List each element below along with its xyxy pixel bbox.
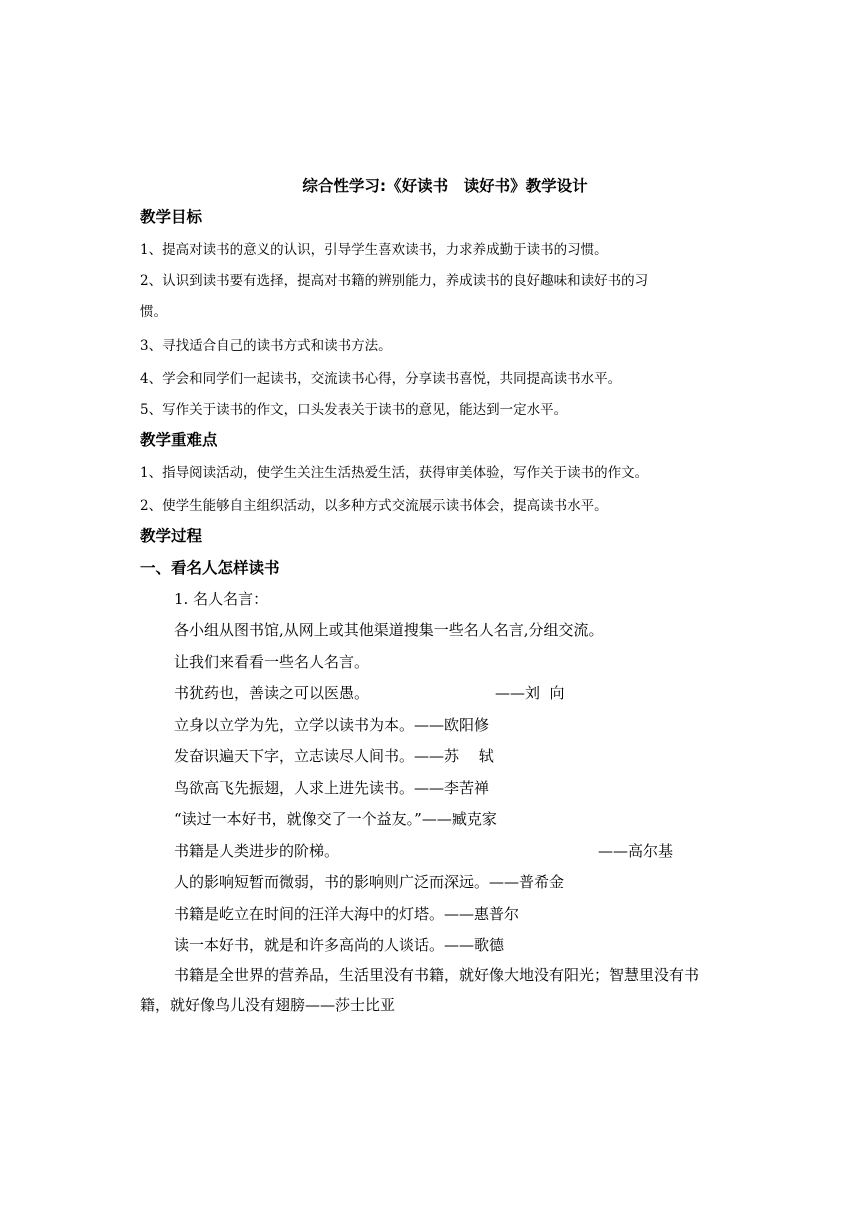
quote-6-author: ——高尔基 [598,842,674,860]
goal-item-2-cont: 惯。 [140,304,167,320]
quote-2: 立身以立学为先，立学以读书为本。——欧阳修 [174,716,490,734]
goal-item-5: 5、写作关于读书的作文，口头发表关于读书的意见，能达到一定水平。 [140,402,568,418]
quote-5: “读过一本好书，就像交了一个益友。”——臧克家 [174,810,497,828]
quote-3: 发奋识遍天下字，立志读尽人间书。——苏 轼 [174,747,494,765]
document-title: 综合性学习:《好读书 读好书》教学设计 [302,177,588,195]
part1-line-1: 1. 名人名言： [174,590,269,608]
goal-item-1: 1、提高对读书的意义的认识，引导学生喜欢读书，力求养成勤于读书的习惯。 [140,242,608,258]
quote-8: 书籍是屹立在时间的汪洋大海中的灯塔。——惠普尔 [174,905,520,923]
quote-4: 鸟欲高飞先振翅，人求上进先读书。——李苦禅 [174,779,490,797]
goals-heading: 教学目标 [140,208,203,226]
quote-7: 人的影响短暂而微弱，书的影响则广泛而深远。——普希金 [174,873,565,891]
part1-line-3: 让我们来看看一些名人名言。 [174,653,370,671]
quote-1-author: ——刘 向 [495,684,565,702]
quote-6: 书籍是人类进步的阶梯。 [174,842,340,860]
quote-10-paragraph [140,960,720,1020]
key-point-1: 1、指导阅读活动，使学生关注生活热爱生活，获得审美体验，写作关于读书的作文。 [140,465,649,481]
goal-item-2: 2、认识到读书要有选择，提高对书籍的辨别能力，养成读书的良好趣味和读好书的习 [140,273,649,289]
process-heading: 教学过程 [140,527,203,545]
key-point-2: 2、使学生能够自主组织活动，以多种方式交流展示读书体会，提高读书水平。 [140,498,608,514]
goal-item-4: 4、学会和同学们一起读书，交流读书心得，分享读书喜悦，共同提高读书水平。 [140,371,622,387]
quote-1: 书犹药也，善读之可以医愚。 [174,684,370,702]
quote-9: 读一本好书，就是和许多高尚的人谈话。——歌德 [174,936,505,954]
goal-item-3: 3、寻找适合自己的读书方式和读书方法。 [140,338,392,354]
quote-10-text: 书籍是全世界的营养品，生活里没有书籍，就好像大地没有阳光；智慧里没有书籍，就好像鸟儿没有翅膀——莎士比亚 [140,966,700,1014]
part1-heading: 一、看名人怎样读书 [140,559,280,577]
part1-line-2: 各小组从图书馆,从网上或其他渠道搜集一些名人名言,分组交流。 [174,621,604,639]
key-points-heading: 教学重难点 [140,431,218,449]
